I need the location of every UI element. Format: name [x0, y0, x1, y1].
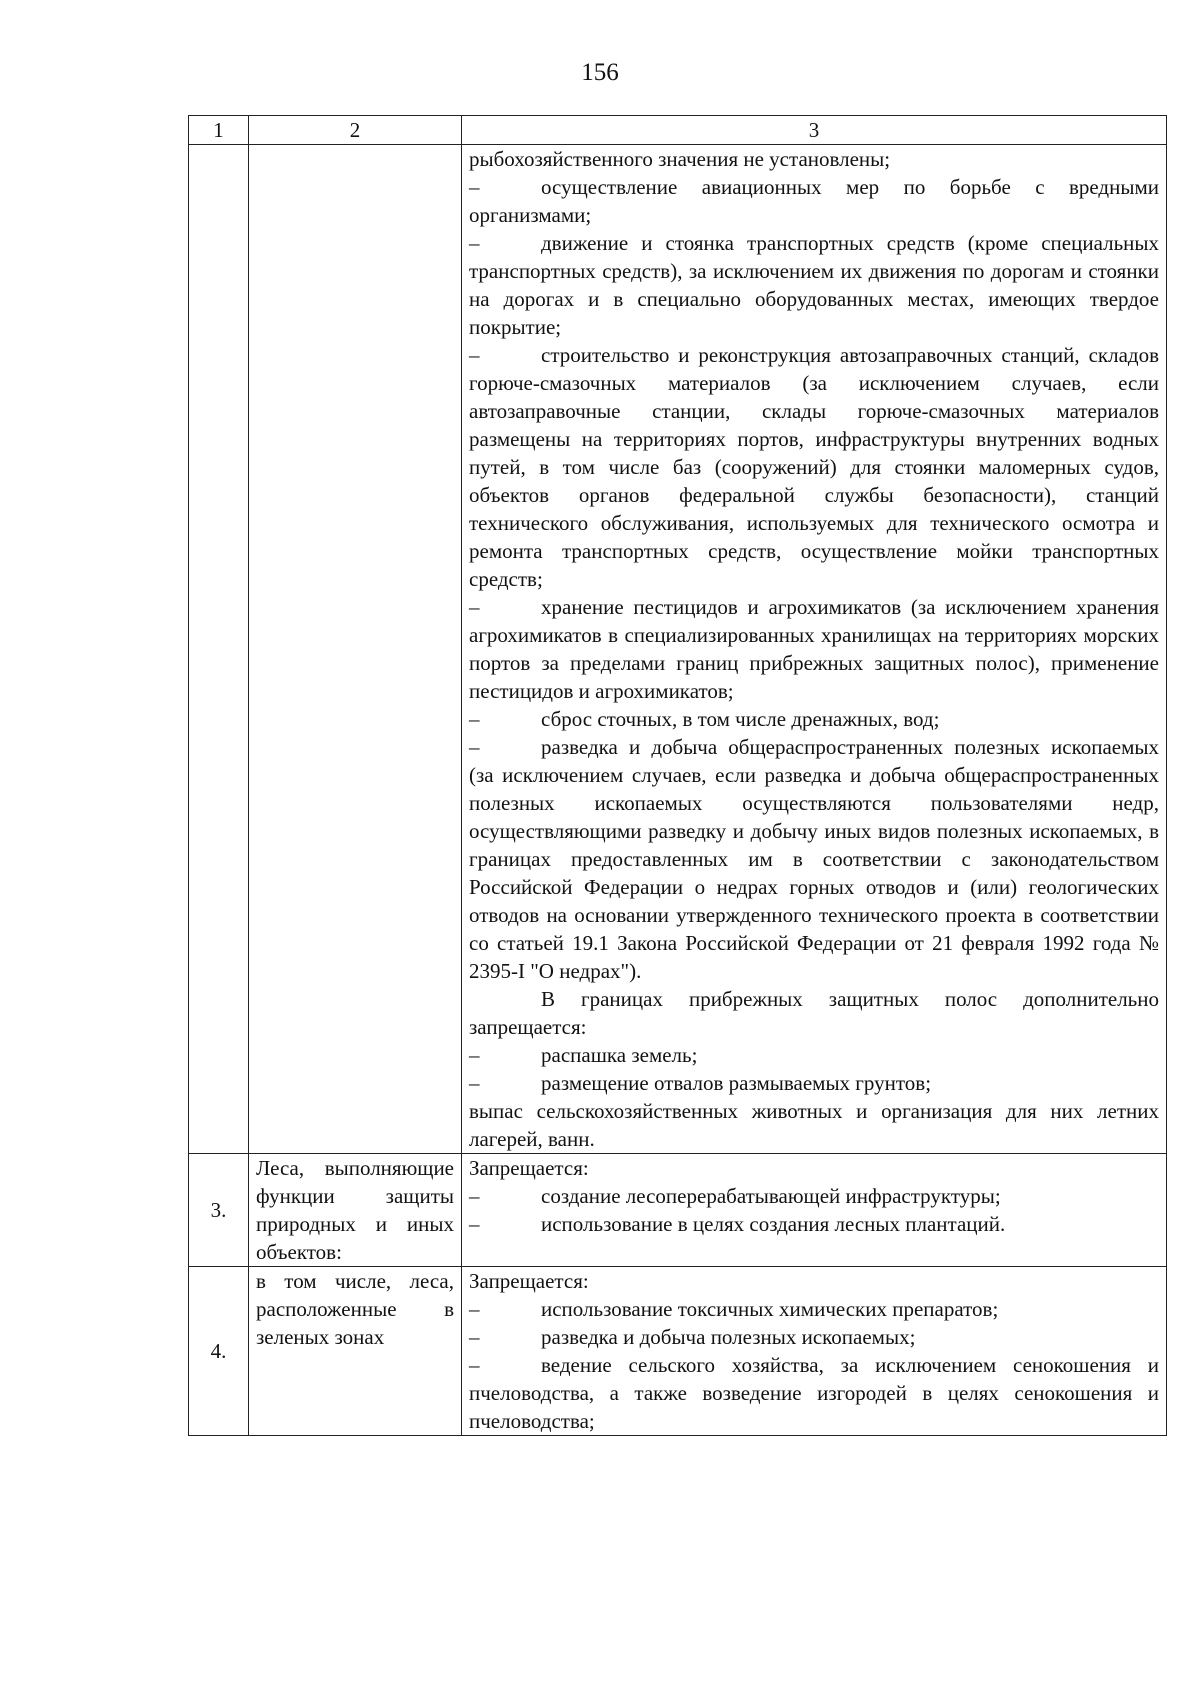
restriction-item: – ведение сельского хозяйства, за исключением сенокошения и пчеловодства, а также возведение изгородей в целях сенокошения и пчеловодства;	[469, 1353, 1159, 1433]
restriction-text: В границах прибрежных защитных полос дополнительно запрещается:	[469, 987, 1159, 1039]
table-row-4	[189, 1267, 1167, 1436]
restriction-item: – использование в целях создания лесных плантаций.	[469, 1212, 1006, 1236]
restrictions-list	[469, 145, 1159, 1153]
table-row-3	[189, 1154, 1167, 1267]
object-name: Леса, выполняющие функции защиты природных и иных объектов:	[249, 1154, 462, 1267]
dash-marker: –	[469, 1353, 480, 1377]
restriction-item: – осуществление авиационных мер по борьбе с вредными организмами;	[469, 175, 1159, 227]
dash-marker: –	[469, 1043, 480, 1067]
dash-marker: –	[469, 231, 480, 255]
restriction-item: – строительство и реконструкция автозаправочных станций, складов горюче-смазочных материалов (за исключением случаев, если автозаправочные станции, склады горюче-смазочных материалов размещены на территориях портов, инфраструктуры внутренних водных путей, в том числе баз (сооружений) для стоянки маломерных судов, объектов органов федеральной службы безопасности), станций технического обслуживания, используемых для технического осмотра и ремонта транспортных средств, осуществление мойки транспортных средств;	[469, 343, 1159, 591]
dash-marker: –	[469, 1184, 480, 1208]
table-header-row	[189, 116, 1167, 145]
dash-marker: –	[469, 1212, 480, 1236]
restrictions-list	[469, 1295, 1159, 1435]
restriction-item: – размещение отвалов размываемых грунтов;	[469, 1071, 932, 1095]
object-cell	[249, 145, 462, 1154]
page-number: 156	[581, 59, 619, 86]
restriction-text: выпас сельскохозяйственных животных и организация для них летних лагерей, ванн.	[469, 1099, 1159, 1151]
column-header-2: 2	[249, 116, 462, 145]
dash-marker: –	[469, 175, 480, 199]
object-name: в том числе, леса, расположенные в зеленых зонах	[249, 1267, 462, 1436]
restriction-item: – движение и стоянка транспортных средств (кроме специальных транспортных средств), за исключением их движения по дорогам и стоянки на дорогах и в специально оборудованных местах, имеющих твердое покрытие;	[469, 231, 1159, 339]
row-number: 4.	[189, 1267, 249, 1436]
restriction-text: рыбохозяйственного значения не установлены;	[469, 147, 891, 171]
dash-marker: –	[469, 735, 480, 759]
dash-marker: –	[469, 1071, 480, 1095]
restriction-item: – распашка земель;	[469, 1043, 698, 1067]
regulation-table	[188, 115, 1167, 1436]
restrictions-heading: Запрещается:	[469, 1156, 589, 1180]
restriction-item: – сброс сточных, в том числе дренажных, вод;	[469, 707, 940, 731]
dash-marker: –	[469, 1297, 480, 1321]
table-row-continued	[189, 145, 1167, 1154]
restriction-item: – использование токсичных химических препаратов;	[469, 1297, 999, 1321]
row-number: 3.	[189, 1154, 249, 1267]
restriction-item: – разведка и добыча полезных ископаемых;	[469, 1325, 916, 1349]
column-header-1: 1	[189, 116, 249, 145]
restriction-item: – создание лесоперерабатывающей инфраструктуры;	[469, 1184, 1001, 1208]
restrictions-heading: Запрещается:	[469, 1269, 589, 1293]
restriction-item: – разведка и добыча общераспространенных полезных ископаемых (за исключением случаев, если разведка и добыча общераспространенных полезных ископаемых осуществляются пользователями недр, осуществляющими разведку и добычу иных видов полезных ископаемых, в границах предоставленных им в соответствии с законодательством Российской Федерации о недрах горных отводов и (или) геологических отводов на основании утвержденного технического проекта в соответствии со статьей 19.1 Закона Российской Федерации от 21 февраля 1992 года № 2395-I "О недрах").	[469, 735, 1159, 983]
restrictions-cell	[462, 145, 1167, 1154]
restrictions-list	[469, 1182, 1159, 1238]
restrictions-cell	[462, 1267, 1167, 1436]
dash-marker: –	[469, 595, 480, 619]
column-header-3: 3	[462, 116, 1167, 145]
row-number-cell	[189, 145, 249, 1154]
restriction-item: – хранение пестицидов и агрохимикатов (за исключением хранения агрохимикатов в специализированных хранилищах на территориях морских портов за пределами границ прибрежных защитных полос), применение пестицидов и агрохимикатов;	[469, 595, 1159, 703]
dash-marker: –	[469, 343, 480, 367]
restrictions-cell	[462, 1154, 1167, 1267]
dash-marker: –	[469, 1325, 480, 1349]
dash-marker: –	[469, 707, 480, 731]
